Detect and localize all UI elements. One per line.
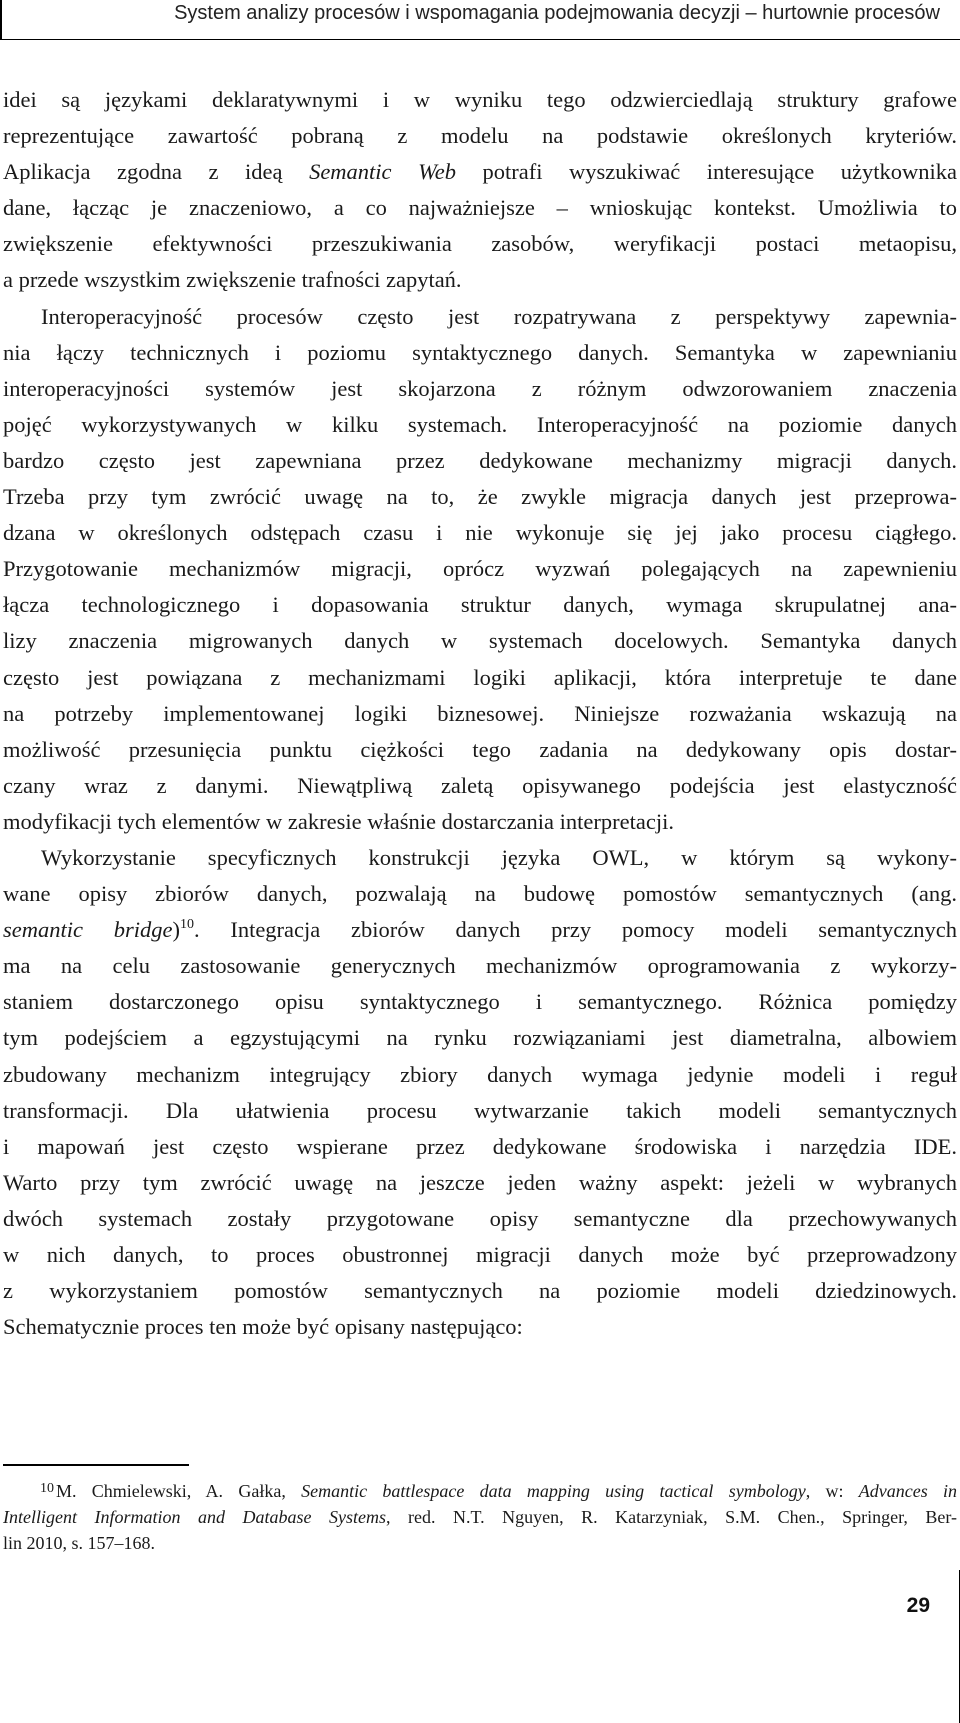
text-line: ma na celu zastosowanie generycznych mechanizmów oprogramowania z wykorzy-: [3, 953, 957, 979]
text-line: dwóch systemach zostały przygotowane opisy semantyczne dla przechowywanych: [3, 1205, 957, 1231]
italic-term: semantic bridge: [3, 917, 173, 943]
text-line: zwiększenie efektywności przeszukiwania zasobów, weryfikacji postaci metaopisu,: [3, 231, 957, 257]
text-line: transformacji. Dla ułatwienia procesu wytwarzanie takich modeli semantycznych: [3, 1097, 957, 1123]
text-line: pojęć wykorzystywanych w kilku systemach. Interoperacyjność na poziomie danych: [3, 411, 957, 437]
italic-term: Semantic Web: [309, 159, 456, 185]
text-line: zbudowany mechanizm integrujący zbiory danych wymaga jedynie modeli i reguł: [3, 1061, 957, 1087]
text-line: Wykorzystanie specyficznych konstrukcji języka OWL, w którym są wykony-: [41, 844, 957, 870]
footnote-line: Intelligent Information and Database Systems, red. N.T. Nguyen, R. Katarzyniak, S.M. Chen., Springer, Ber-: [3, 1507, 957, 1527]
text-line: reprezentujące zawartość pobraną z modelu na podstawie określonych kryteriów.: [3, 123, 957, 149]
text-line: a przede wszystkim zwiększenie trafności zapytań.: [3, 267, 462, 293]
footnote-line: $^{10}$ M. Chmielewski, A. Gałka, Semantic battlespace data mapping using tactical symbology, w: Advances in: [40, 1481, 957, 1501]
text-line: wane opisy zbiorów danych, pozwalają na budowę pomostów semantycznych (ang.: [3, 881, 957, 907]
text-line: interoperacyjności systemów jest skojarzona z różnym odwzorowaniem znaczenia: [3, 375, 957, 401]
footnote-reference[interactable]: 10: [179, 917, 194, 933]
text-line: Interoperacyjność procesów często jest rozpatrywana z perspektywy zapewnia-: [41, 303, 957, 329]
text-line: czany wraz z danymi. Niewątpliwą zaletą opisywanego podejścia jest elastyczność: [3, 772, 957, 798]
text-line: łącza technologicznego i dopasowania struktur danych, wymaga skrupulatnej ana-: [3, 592, 957, 618]
text-line: Trzeba przy tym zwrócić uwagę na to, że zwykle migracja danych jest przeprowa-: [3, 484, 957, 510]
text-line: Schematycznie proces ten może być opisany następująco:: [3, 1314, 523, 1340]
text-line: lizy znaczenia migrowanych danych w systemach docelowych. Semantyka danych: [3, 628, 957, 654]
text-line: Aplikacja zgodna z ideą Semantic Web potrafi wyszukiwać interesujące użytkownika: [3, 159, 958, 185]
footnotes: [3, 1478, 957, 1556]
text-line: tym podejściem a egzystującymi na rynku rozwiązaniami jest diametralna, albowiem: [3, 1025, 957, 1051]
text-line: na potrzeby implementowanej logiki biznesowej. Niniejsze rozważania wskazują na: [3, 700, 957, 726]
footnote-separator: [3, 1464, 189, 1466]
body-text: [3, 82, 957, 1345]
text-line: często jest powiązana z mechanizmami logiki aplikacji, która interpretuje te dane: [3, 664, 957, 690]
text-line: nia łączy technicznych i poziomu syntaktycznego danych. Semantyka w zapewnianiu: [3, 339, 957, 365]
text-line: Warto przy tym zwrócić uwagę na jeszcze jeden ważny aspekt: jeżeli w wybranych: [3, 1169, 957, 1195]
text-line: możliwość przesunięcia punktu ciężkości tego zadania na dedykowany opis dostar-: [3, 736, 957, 762]
text-line: i mapowań jest często wspierane przez dedykowane środowiska i narzędzia IDE.: [3, 1133, 957, 1159]
running-head-side-rule: [0, 0, 2, 40]
footnote-line: lin 2010, s. 157–168.: [3, 1533, 156, 1553]
running-head: [0, 0, 960, 40]
text-line: z wykorzystaniem pomostów semantycznych na poziomie modeli dziedzinowych.: [3, 1278, 957, 1304]
text-line: dzana w określonych odstępach czasu i nie wykonuje się jej jako procesu ciągłego.: [3, 520, 957, 546]
text-line: Przygotowanie mechanizmów migracji, oprócz wyzwań polegających na zapewnieniu: [3, 556, 957, 582]
text-line: dane, łącząc je znaczeniowo, a co najważniejsze – wnioskując kontekst. Umożliwia to: [3, 195, 957, 221]
text-line: staniem dostarczonego opisu syntaktycznego i semantycznego. Różnica pomiędzy: [3, 989, 957, 1015]
text-line: semantic bridge)$^{10}$. Integracja zbiorów danych przy pomocy modeli semantycznych: [3, 917, 957, 943]
running-head-title: System analizy procesów i wspomagania podejmowania decyzji – hurtownie procesów: [174, 2, 940, 24]
text-line: bardzo często jest zapewniana przez dedykowane mechanizmy migracji danych.: [3, 447, 957, 473]
text-line: modyfikacji tych elementów w zakresie właśnie dostarczania interpretacji.: [3, 808, 674, 834]
page-number: 29: [906, 1594, 930, 1617]
text-line: idei są językami deklaratywnymi i w wyniku tego odzwierciedlają struktury grafowe: [3, 87, 957, 112]
text-line: w nich danych, to proces obustronnej migracji danych może być przeprowadzony: [3, 1242, 957, 1267]
footnote-number: 10: [40, 1481, 54, 1496]
